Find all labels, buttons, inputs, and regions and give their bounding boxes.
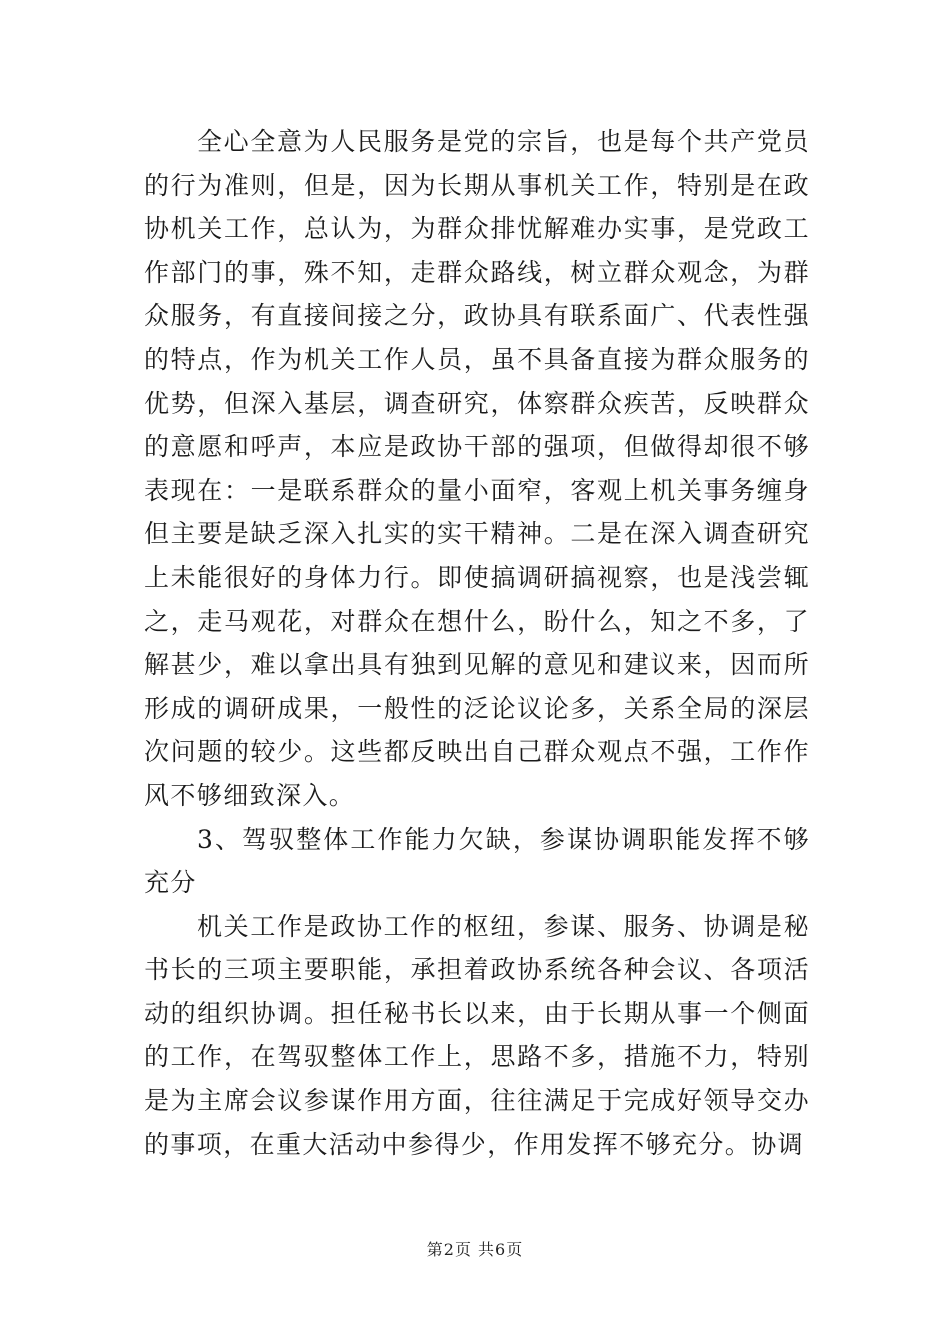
body-text bbox=[144, 120, 810, 1166]
section-heading-3: 3、驾驭整体工作能力欠缺，参谋协调职能发挥不够充分 bbox=[144, 824, 810, 898]
paragraph-secretary-duties: 机关工作是政协工作的枢纽，参谋、服务、协调是秘书长的三项主要职能，承担着政协系统各种会议、各项活动的组织协调。担任秘书长以来，由于长期从事一个侧面的工作，在驾驭整体工作上，思路不多，措施不力，特别是为主席会议参谋作用方面，往往满足于完成好领导交办的事项，在重大活动中参得少，作用发挥不够充分。协调 bbox=[144, 911, 810, 1159]
page-number-footer: 第2页 共6页 bbox=[426, 1240, 524, 1259]
paragraph-mass-line: 全心全意为人民服务是党的宗旨，也是每个共产党员的行为准则，但是，因为长期从事机关工作，特别是在政协机关工作，总认为，为群众排忧解难办实事，是党政工作部门的事，殊不知，走群众路线，树立群众观念，为群众服务，有直接间接之分，政协具有联系面广、代表性强的特点，作为机关工作人员，虽不具备直接为群众服务的优势，但深入基层，调查研究，体察群众疾苦，反映群众的意愿和呼声，本应是政协干部的强项，但做得却很不够表现在：一是联系群众的量小面窄，客观上机关事务缠身但主要是缺乏深入扎实的实干精神。二是在深入调查研究上未能很好的身体力行。即使搞调研搞视察，也是浅尝辄之，走马观花，对群众在想什么，盼什么，知之不多，了解甚少，难以拿出具有独到见解的意见和建议来，因而所形成的调研成果，一般性的泛论议论多，关系全局的深层次问题的较少。这些都反映出自己群众观点不强，工作作风不够细致深入。 bbox=[144, 127, 810, 810]
